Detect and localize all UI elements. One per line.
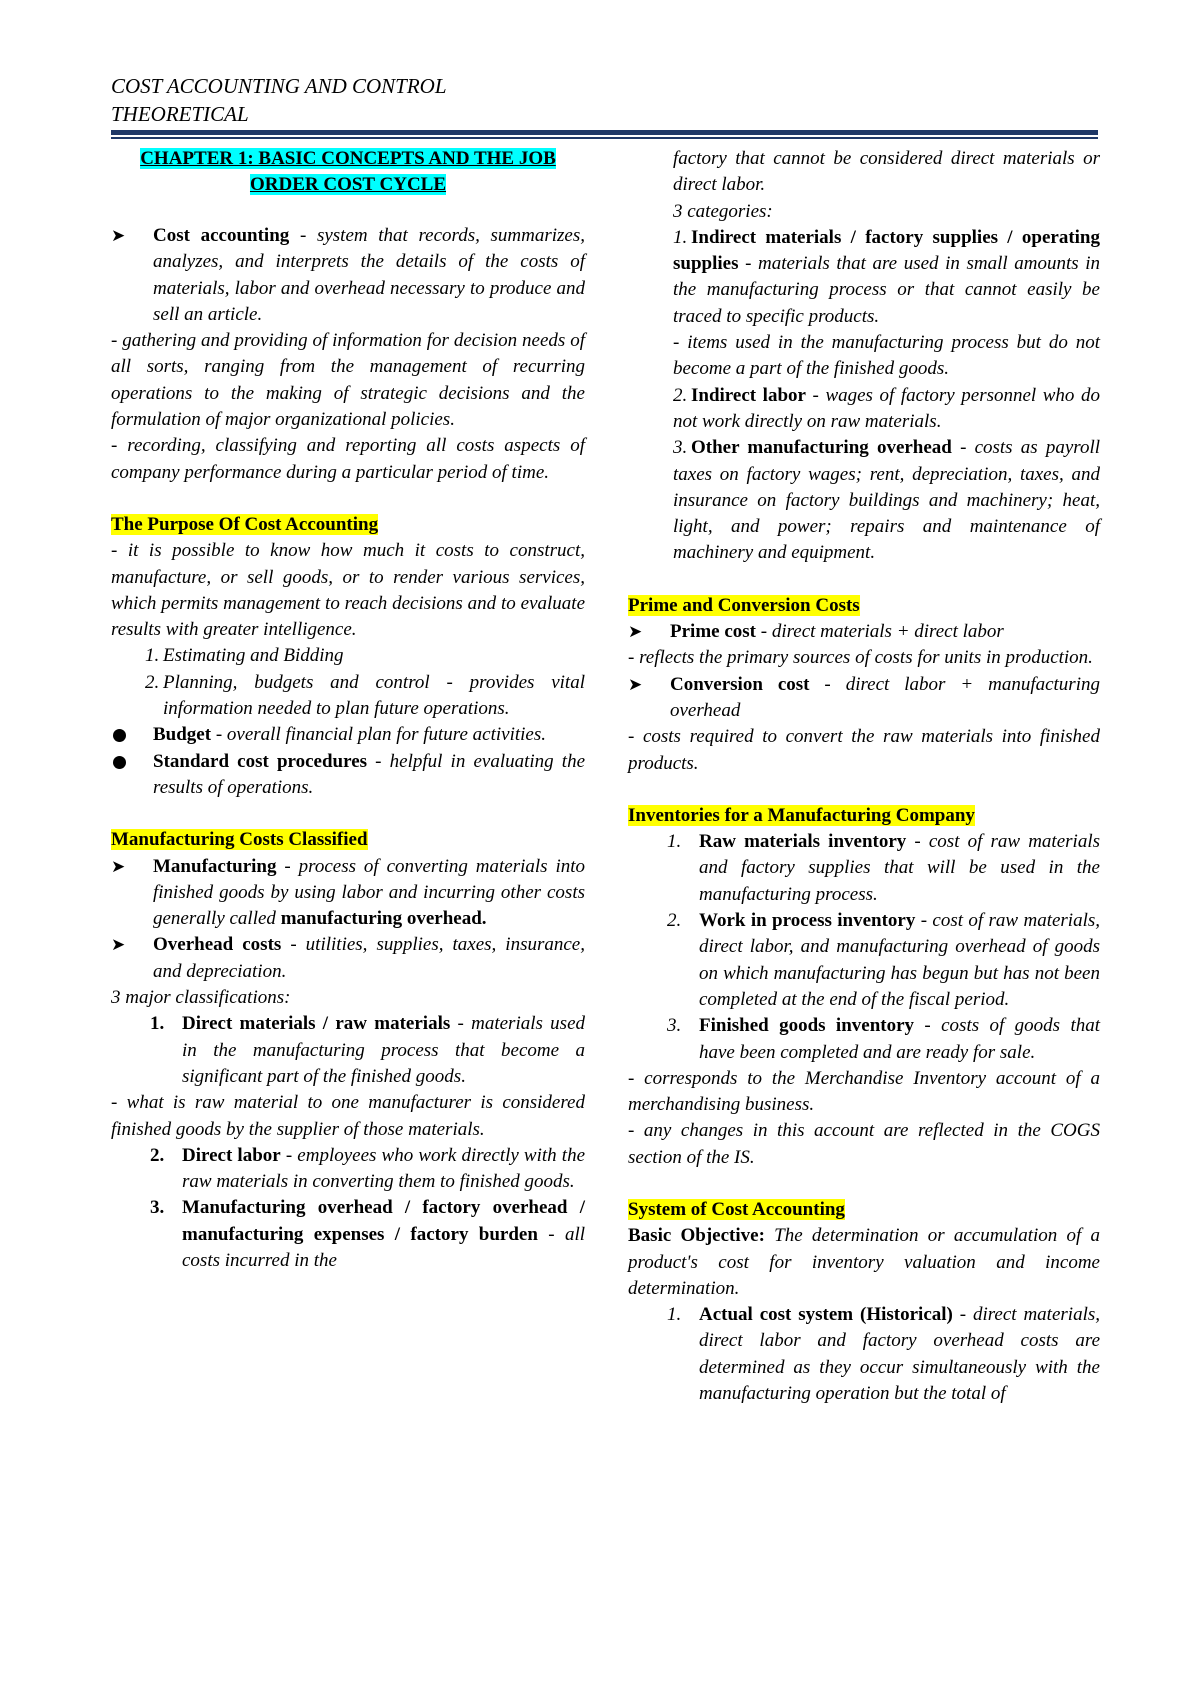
arrow-bullet-icon: ➤ xyxy=(111,226,126,245)
list-item xyxy=(628,829,1100,908)
term: Indirect labor xyxy=(691,384,806,406)
separator: - xyxy=(281,934,306,956)
list-item xyxy=(628,383,1100,436)
separator: - xyxy=(450,1013,472,1035)
list-item xyxy=(111,1143,585,1196)
term: Direct labor xyxy=(182,1144,281,1166)
list-item xyxy=(628,225,1100,330)
definition: direct materials + direct labor xyxy=(771,621,1004,643)
list-item xyxy=(628,1013,1100,1066)
definition: process of converting materials into finished goods by using labor and incurring other costs generally called xyxy=(153,855,586,930)
term: Other manufacturing overhead xyxy=(691,437,952,459)
item-text: Planning, budgets and control - provides vital information needed to plan future operations. xyxy=(163,671,585,720)
separator: - xyxy=(537,1223,565,1245)
list-item xyxy=(111,854,585,933)
section-heading-text: Manufacturing Costs Classified xyxy=(111,829,368,851)
paragraph: - it is possible to know how much it costs to construct, manufacture, or sell goods, or to render various services, which permits management to reach decisions and to evaluate results with greater intelligence. xyxy=(111,540,585,641)
section-heading xyxy=(111,827,585,853)
note: - gathering and providing of information for decision needs of all sorts, ranging from the management of recurring operations to the making of strategic decisions and the formulation of major organizational policies. xyxy=(111,330,585,431)
definition: materials that are used in small amounts in the manufacturing process or that cannot easily be traced to specific products. xyxy=(673,253,1100,327)
list-item xyxy=(111,722,585,748)
definition: system that records, summarizes, analyzes, and interprets the details of the costs of materials, labor and overhead necessary to produce and sell an article. xyxy=(153,225,585,325)
item-number: 3. xyxy=(150,1197,165,1219)
item-text: Estimating and Bidding xyxy=(163,645,344,667)
arrow-bullet-icon: ➤ xyxy=(628,622,643,642)
definition: - helpful in evaluating the results of operations. xyxy=(153,750,585,798)
item-number: 1. xyxy=(667,831,682,853)
paragraph xyxy=(628,1223,1100,1302)
left-column xyxy=(111,146,585,1274)
document-header xyxy=(111,72,447,128)
definition-emphasis: manufacturing overhead. xyxy=(280,908,487,930)
definition: cost of raw materials, direct labor, and manufacturing overhead of goods on which manufacturing has begun but has not been completed at the end of the fiscal period. xyxy=(699,910,1100,1010)
note: - costs required to convert the raw materials into finished products. xyxy=(628,726,1100,774)
note: - what is raw material to one manufacturer is considered finished goods by the supplier of those materials. xyxy=(111,1092,585,1140)
item-number: 1. xyxy=(150,1013,165,1035)
separator: - xyxy=(738,253,758,275)
term: Prime cost xyxy=(670,621,756,643)
term: Manufacturing xyxy=(153,855,277,877)
term: Basic Objective: xyxy=(628,1225,765,1247)
list-item xyxy=(111,749,585,802)
separator: - xyxy=(951,437,975,459)
item-number: 2. xyxy=(667,910,682,932)
list-item xyxy=(628,1302,1100,1407)
list-item xyxy=(628,619,1100,645)
list-item xyxy=(111,1195,585,1274)
header-rule-thin xyxy=(111,137,1098,139)
term: Manufacturing overhead / factory overhead / manufacturing expenses / factory burden xyxy=(182,1197,585,1245)
definition: utilities, supplies, taxes, insurance, and depreciation. xyxy=(153,934,585,982)
term: Budget xyxy=(153,724,212,746)
section-heading xyxy=(628,593,1100,619)
section-heading xyxy=(628,803,1100,829)
definition: wages of factory personnel who do not work directly on raw materials. xyxy=(673,384,1101,432)
separator: - xyxy=(755,621,772,643)
header-subtitle: THEORETICAL xyxy=(111,102,249,126)
definition: costs of goods that have been completed and are ready for sale. xyxy=(699,1015,1101,1063)
term: Cost accounting xyxy=(153,225,290,246)
list-item xyxy=(111,932,585,985)
header-rule-thick xyxy=(111,130,1098,135)
list-item xyxy=(628,435,1100,566)
separator: - xyxy=(805,384,826,406)
definition: - overall financial plan for future activities. xyxy=(215,724,546,746)
term: Standard cost procedures xyxy=(153,750,368,772)
section-heading xyxy=(111,512,585,538)
definition: direct materials, direct labor and factory overhead costs are determined as they occur simultaneously with the manufacturing operation but the total of xyxy=(699,1304,1100,1405)
definition: costs as payroll taxes on factory wages; rent, depreciation, taxes, and insurance on factory buildings and machinery; heat, light, and power; repairs and maintenance of machinery and equipment. xyxy=(673,437,1101,564)
list-item xyxy=(111,643,585,669)
term: Direct materials / raw materials xyxy=(182,1013,451,1035)
separator: - xyxy=(289,225,317,246)
dot-bullet-icon xyxy=(111,722,151,750)
list-item xyxy=(111,223,585,328)
item-number: 3. xyxy=(673,437,688,459)
list-item xyxy=(111,670,585,723)
separator: - xyxy=(915,910,933,932)
separator: - xyxy=(914,1015,942,1037)
chapter-title-text: CHAPTER 1: BASIC CONCEPTS AND THE JOB ORDER COST CYCLE xyxy=(140,148,556,195)
term: Indirect materials / factory supplies / operating supplies xyxy=(673,226,1100,275)
list-item xyxy=(628,908,1100,1013)
section-heading-text: Inventories for a Manufacturing Company xyxy=(628,804,975,826)
item-number: 1. xyxy=(145,645,160,667)
paragraph: 3 categories: xyxy=(673,200,773,222)
definition: The determination or accumulation of a product's cost for inventory valuation and income determination. xyxy=(628,1225,1100,1299)
right-column xyxy=(628,146,1100,1407)
definition: cost of raw materials and factory supplies that will be used in the manufacturing process. xyxy=(699,831,1100,905)
paragraph: 3 major classifications: xyxy=(111,987,291,1009)
separator: - xyxy=(280,1144,298,1166)
term: Work in process inventory xyxy=(699,910,916,932)
item-number: 2. xyxy=(673,384,688,406)
dot-bullet-icon xyxy=(111,749,151,777)
term: Overhead costs xyxy=(153,934,282,956)
definition: direct labor + manufacturing overhead xyxy=(670,673,1100,721)
term: Conversion cost xyxy=(670,673,810,695)
note: - recording, classifying and reporting all costs aspects of company performance during a particular period of time. xyxy=(111,435,585,483)
header-title: COST ACCOUNTING AND CONTROL xyxy=(111,74,447,98)
arrow-bullet-icon: ➤ xyxy=(628,674,643,694)
arrow-bullet-icon: ➤ xyxy=(111,856,126,876)
term: Raw materials inventory xyxy=(699,831,907,853)
note: - corresponds to the Merchandise Inventory account of a merchandising business. xyxy=(628,1067,1100,1116)
section-heading-text: Prime and Conversion Costs xyxy=(628,594,860,616)
definition: materials used in the manufacturing process that become a significant part of the finished goods. xyxy=(182,1013,586,1087)
list-item xyxy=(628,672,1100,725)
separator: - xyxy=(906,831,929,853)
definition: employees who work directly with the raw materials in converting them to finished goods. xyxy=(182,1144,586,1193)
separator: - xyxy=(276,855,299,877)
item-number: 3. xyxy=(667,1015,682,1037)
section-heading-text: The Purpose Of Cost Accounting xyxy=(111,513,379,535)
item-number: 1. xyxy=(667,1304,682,1326)
item-number: 1. xyxy=(673,226,688,248)
section-heading-text: System of Cost Accounting xyxy=(628,1198,845,1220)
term: Finished goods inventory xyxy=(699,1015,915,1037)
item-number: 2. xyxy=(150,1144,165,1166)
note: - items used in the manufacturing process but do not become a part of the finished goods. xyxy=(673,332,1100,380)
note: - any changes in this account are reflected in the COGS section of the IS. xyxy=(628,1120,1100,1168)
term: Actual cost system (Historical) xyxy=(699,1304,953,1326)
separator: - xyxy=(952,1304,973,1326)
chapter-title xyxy=(111,146,585,198)
list-item xyxy=(111,1011,585,1090)
arrow-bullet-icon: ➤ xyxy=(111,935,126,955)
separator: - xyxy=(809,673,846,695)
item-number: 2. xyxy=(145,671,160,693)
section-heading xyxy=(628,1197,1100,1223)
definition: all costs incurred in the xyxy=(182,1223,585,1271)
note: - reflects the primary sources of costs for units in production. xyxy=(628,647,1093,669)
paragraph: factory that cannot be considered direct materials or direct labor. xyxy=(673,148,1100,196)
